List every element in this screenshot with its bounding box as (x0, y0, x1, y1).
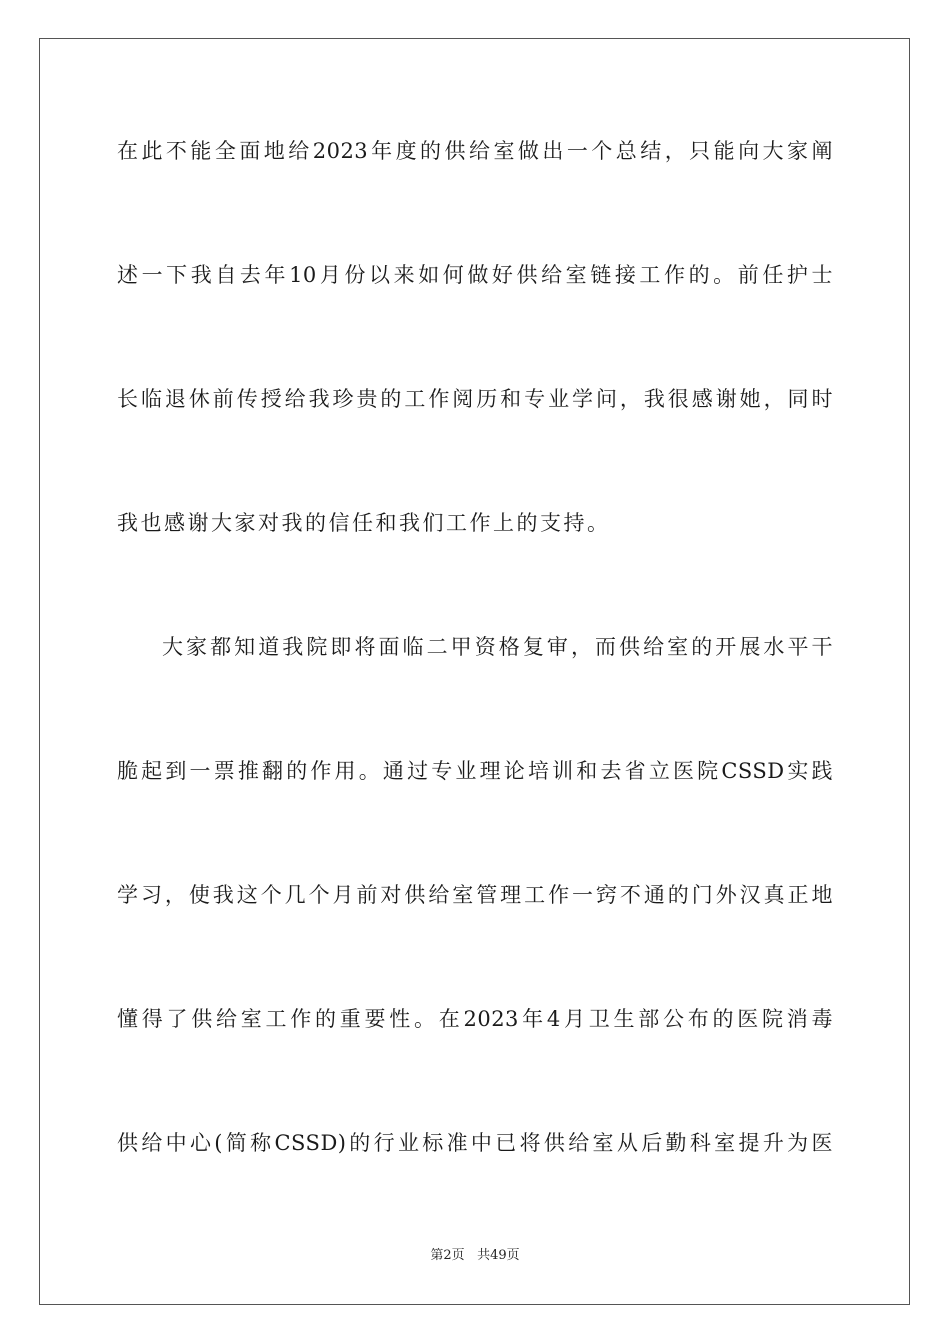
page-footer (0, 1247, 950, 1265)
body-text-line-2: 述一下我自去年10月份以来如何做好供给室链接工作的。前任护士 (117, 263, 833, 287)
body-text-line-9: 供给中心(简称CSSD)的行业标准中已将供给室从后勤科室提升为医 (117, 1131, 833, 1155)
body-text-line-3: 长临退休前传授给我珍贵的工作阅历和专业学问，我很感谢她，同时 (117, 387, 833, 411)
body-text-line-6: 脆起到一票推翻的作用。通过专业理论培训和去省立医院CSSD实践 (117, 759, 833, 783)
body-text-line-7: 学习，使我这个几个月前对供给室管理工作一窍不通的门外汉真正地 (117, 883, 833, 907)
body-text-line-5: 大家都知道我院即将面临二甲资格复审，而供给室的开展水平干 (162, 635, 833, 659)
page-border (39, 38, 910, 1305)
body-text-line-1: 在此不能全面地给2023年度的供给室做出一个总结，只能向大家阐 (117, 139, 833, 163)
page-total: 共49页 (477, 1248, 520, 1263)
page-number: 第2页 (430, 1248, 465, 1263)
body-text-line-8: 懂得了供给室工作的重要性。在2023年4月卫生部公布的医院消毒 (117, 1007, 833, 1031)
body-text-line-4: 我也感谢大家对我的信任和我们工作上的支持。 (117, 511, 611, 535)
